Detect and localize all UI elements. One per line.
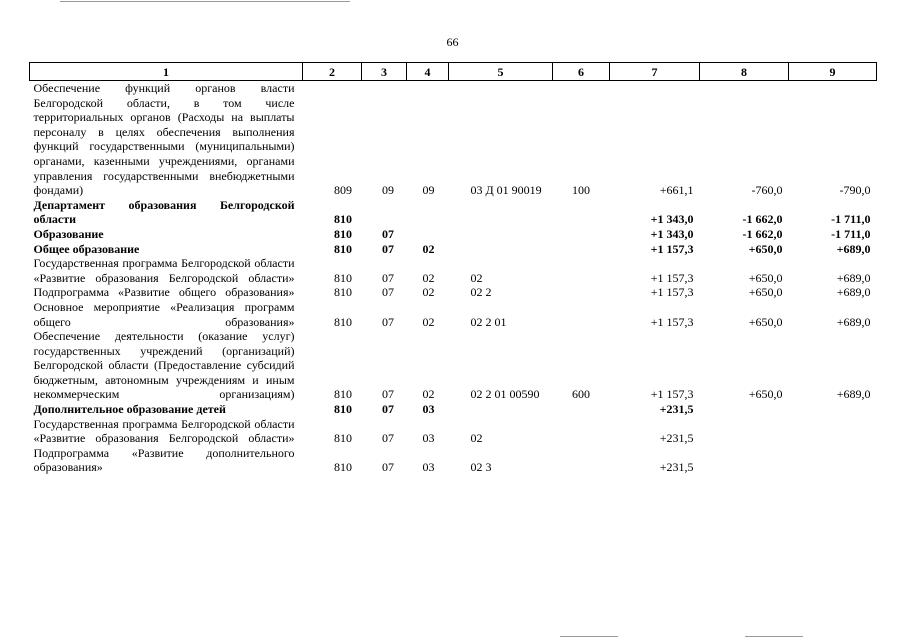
amount-col-8 [700,446,789,475]
section-code: 09 [382,183,394,198]
subsection-code: 03 [422,460,435,475]
section-code: 07 [382,387,394,402]
ministry-code: 810 [334,460,352,475]
expense-type-code [553,417,610,446]
amount-col-7: +231,5 [659,402,694,417]
header-cell: 1 [30,63,303,81]
subsection-code: 02 [422,387,435,402]
ministry-code: 810 [334,241,352,256]
expense-type-code [553,242,610,257]
amount-col-8: +650,0 [748,387,783,402]
amount-col-7: +1 157,3 [650,285,694,300]
amount-col-7: +1 157,3 [650,387,694,402]
item-name: Подпрограмма «Развитие дополнительного образования» [33,445,295,475]
ministry-code: 809 [334,183,352,198]
ministry-code: 810 [334,226,352,241]
section-code: 07 [382,241,394,256]
amount-col-9: +689,0 [836,285,871,300]
table-row [30,402,877,417]
header-cell: 7 [610,63,700,81]
amount-col-8: -1 662,0 [742,226,783,241]
amount-col-9: +689,0 [836,270,871,285]
header-row [30,63,877,81]
expense-type-code [553,227,610,242]
section-code [362,198,407,227]
table-row [30,417,877,446]
table-row [30,81,877,198]
section-code: 07 [382,226,394,241]
expense-type-code [553,446,610,475]
amount-col-8 [700,417,789,446]
table-row [30,329,877,402]
header-cell: 9 [789,63,877,81]
item-name: Подпрограмма «Развитие общего образования» [33,285,295,300]
amount-col-8: -760,0 [751,183,783,198]
page-number: 66 [446,35,459,49]
amount-col-7: +1 157,3 [650,314,694,329]
amount-col-9: +689,0 [836,387,871,402]
amount-col-9 [789,402,877,417]
amount-col-9: -1 711,0 [831,226,871,241]
target-article-code: 02 2 01 00590 [470,387,540,402]
ministry-code: 810 [334,402,352,417]
amount-col-9: -1 711,0 [831,212,871,227]
header-cell: 8 [700,63,789,81]
table-row [30,300,877,329]
target-article-code: 02 2 01 [470,314,507,329]
item-name: Государственная программа Белгородской области «Развитие образования Белгородской области» [33,416,295,446]
table-row [30,198,877,227]
subsection-code: 02 [422,285,435,300]
amount-col-9: +689,0 [836,314,871,329]
amount-col-8: -1 662,0 [742,212,783,227]
item-name: Обеспечение деятельности (оказание услуг) государственных учреждений (организаций) Белгородской области (Предоставление субсидий бюджетным, автономным учреждениям и иным некоммерческим организациям) [33,329,295,402]
target-article-code: 02 3 [470,460,492,475]
section-code: 07 [382,460,394,475]
section-code: 07 [382,270,394,285]
amount-col-7: +231,5 [659,431,694,446]
expense-type-code [553,402,610,417]
item-name: Общее образование [33,241,140,256]
scan-bottom-line-left [560,636,618,637]
amount-col-8: +650,0 [748,314,783,329]
subsection-code: 03 [422,402,435,417]
header-cell: 4 [407,63,449,81]
ministry-code: 810 [334,431,352,446]
section-code: 07 [382,402,394,417]
subsection-code: 09 [422,183,435,198]
table-row [30,256,877,285]
amount-col-9 [789,417,877,446]
expense-type-code [553,198,610,227]
header-cell: 2 [303,63,362,81]
subsection-code [407,227,449,242]
table-row [30,446,877,475]
item-name: Департамент образования Белгородской области [33,197,295,227]
subsection-code: 02 [422,270,435,285]
item-name: Дополнительное образование детей [33,402,226,417]
table-row [30,227,877,242]
amount-col-7: +1 157,3 [650,241,694,256]
header-cell: 3 [362,63,407,81]
scan-bottom-line-right [745,636,803,637]
scan-top-line [60,1,350,2]
item-name: Государственная программа Белгородской области «Развитие образования Белгородской области» [33,256,295,285]
target-article-code [449,402,553,417]
table-row [30,285,877,300]
target-article-code: 02 [470,431,483,446]
section-code: 07 [382,314,394,329]
amount-col-9: -790,0 [839,183,871,198]
header-cell: 5 [449,63,553,81]
section-code: 07 [382,285,394,300]
subsection-code [407,198,449,227]
expense-type-code [553,256,610,285]
target-article-code: 02 [470,270,483,285]
budget-table [29,62,877,475]
amount-col-9: +689,0 [836,241,871,256]
expense-type-code: 600 [572,387,590,402]
target-article-code [449,227,553,242]
ministry-code: 810 [334,285,352,300]
amount-col-8 [700,402,789,417]
amount-col-7: +1 343,0 [650,212,694,227]
ministry-code: 810 [334,212,352,227]
target-article-code: 02 2 [470,285,492,300]
amount-col-7: +1 157,3 [650,270,694,285]
amount-col-7: +661,1 [659,183,694,198]
ministry-code: 810 [334,314,352,329]
target-article-code [449,242,553,257]
amount-col-7: +1 343,0 [650,226,694,241]
subsection-code: 03 [422,431,435,446]
table-row [30,242,877,257]
subsection-code: 02 [422,241,435,256]
amount-col-8: +650,0 [748,285,783,300]
expense-type-code [553,300,610,329]
amount-col-8: +650,0 [748,270,783,285]
item-name: Образование [33,226,104,241]
subsection-code: 02 [422,314,435,329]
header-cell: 6 [553,63,610,81]
ministry-code: 810 [334,270,352,285]
item-name: Обеспечение функций органов власти Белгородской области, в том числе территориальных органов (Расходы на выплаты персоналу в целях обеспечения выполнения функций государственными (муниципальными) органами, казенными учреждениями, органами управления государственными внебюджетными фондами) [33,81,295,198]
item-name: Основное мероприятие «Реализация программ общего образования» [33,299,295,329]
section-code: 07 [382,431,394,446]
expense-type-code: 100 [572,183,590,198]
amount-col-8: +650,0 [748,241,783,256]
ministry-code: 810 [334,387,352,402]
amount-col-7: +231,5 [659,460,694,475]
target-article-code [449,198,553,227]
amount-col-9 [789,446,877,475]
expense-type-code [553,285,610,300]
target-article-code: 03 Д 01 90019 [470,183,542,198]
